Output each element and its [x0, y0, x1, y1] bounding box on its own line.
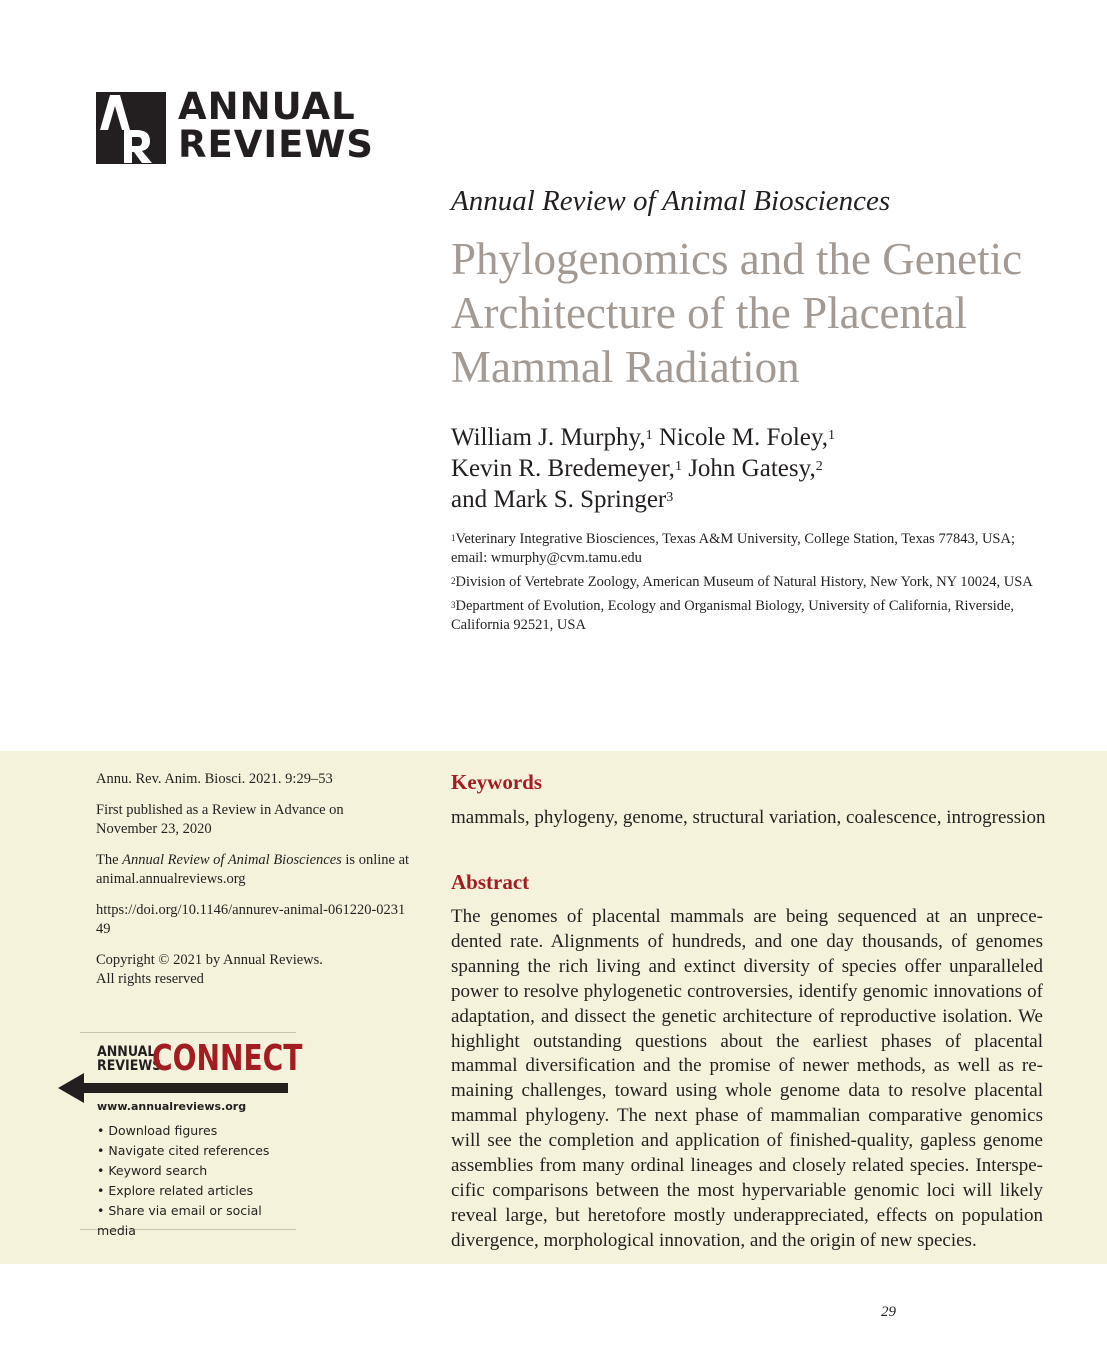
connect-small-line1: ANNUAL: [97, 1044, 156, 1060]
affiliations: [451, 530, 1051, 640]
article-metadata: [96, 770, 416, 989]
connect-title: CONNECT: [152, 1038, 303, 1079]
connect-feature-item: • Download figures: [97, 1123, 218, 1138]
author-affil-mark: 2: [815, 459, 823, 474]
author-line: [451, 453, 1091, 484]
author-affil-mark: 1: [645, 428, 653, 443]
page-number: 29: [881, 1304, 896, 1320]
author-name[interactable]: Nicole M. Foley,: [658, 424, 829, 451]
online-note-journal: Annual Review of Animal Biosciences: [122, 852, 342, 868]
author-line: [451, 422, 1091, 453]
citation: Annu. Rev. Anim. Biosci. 2021. 9:29–53: [96, 771, 333, 787]
connect-url[interactable]: www.annualreviews.org: [97, 1100, 247, 1113]
author-affil-mark: 1: [828, 428, 836, 443]
connect-feature-item: • Explore related articles: [97, 1183, 254, 1198]
annual-reviews-connect-box[interactable]: [80, 1032, 303, 1238]
connect-small-line2: REVIEWS: [97, 1058, 162, 1074]
first-published: First published as a Review in Advance on November 23, 2020: [96, 802, 344, 837]
connect-feature-item: • Share via email or social media: [97, 1203, 262, 1238]
keywords-list: mammals, phylogeny, genome, structural variation, coalescence, introgression: [451, 807, 1046, 828]
author-line: [451, 484, 1091, 515]
connect-feature-list: [97, 1121, 296, 1241]
affiliation-item: [451, 573, 1051, 592]
affiliation-number: 2: [451, 576, 456, 586]
annual-reviews-logo-mark-icon: [96, 92, 166, 164]
logo-line-reviews: REVIEWS: [178, 123, 374, 166]
author-name[interactable]: and Mark S. Springer: [451, 486, 667, 513]
logo-wordmark: [178, 85, 374, 166]
affiliation-text: Division of Vertebrate Zoology, American Museum of Natural History, New York, NY 10024, USA: [455, 574, 1033, 590]
online-note: [96, 851, 416, 889]
rights-line: All rights reserved: [96, 971, 204, 987]
online-note-pre: The: [96, 852, 123, 868]
author-name[interactable]: Kevin R. Bredemeyer,: [451, 455, 675, 482]
doi-link[interactable]: https://doi.org/10.1146/annurev-animal-061220-023149: [96, 902, 406, 937]
connect-feature-item: • Navigate cited references: [97, 1143, 270, 1158]
article-title: Phylogenomics and the Genetic Architecture of the Placental Mammal Radiation: [451, 234, 1023, 392]
copyright-line: Copyright © 2021 by Annual Reviews.: [96, 952, 323, 968]
affiliation-text: Veterinary Integrative Biosciences, Texas A&M University, College Station, Texas 77843, USA; email: wmurphy@cvm.tamu.edu: [451, 531, 1015, 566]
author-name[interactable]: John Gatesy,: [688, 455, 816, 482]
abstract-heading: Abstract: [451, 870, 530, 894]
online-note-post: is online at animal.annualreviews.org: [96, 852, 410, 887]
annual-reviews-logo[interactable]: [96, 85, 376, 166]
logo-line-annual: ANNUAL: [178, 85, 356, 128]
author-list: [451, 422, 1091, 515]
affiliation-text: Department of Evolution, Ecology and Organismal Biology, University of California, Riverside, California 92521, USA: [451, 598, 1015, 633]
author-affil-mark: 1: [674, 459, 682, 474]
connect-feature-item: • Keyword search: [97, 1163, 208, 1178]
arrow-left-icon: [58, 1073, 290, 1103]
journal-name: Annual Review of Animal Biosciences: [451, 185, 891, 217]
affiliation-item: [451, 530, 1051, 568]
author-name[interactable]: William J. Murphy,: [451, 424, 646, 451]
abstract-text: The genomes of placental mammals are being sequenced at an unprece-dented rate. Alignments of hundreds, and one day thousands, of genomes spanning the rich living and extinct diversity of species offer unparalleled power to resolve phylogenetic controversies, identify genomic innovations of adaptation, and dissect the genetic architecture of reproductive isolation. We highlight outstanding questions about the earliest phases of placental mammal diversification and the promise of newer methods, as well as re-maining challenges, toward using whole genome data to resolve placental mammal phylogeny. The next phase of mammalian comparative genomics will see the completion and application of finished-quality, gapless genome assemblies from many ordinal lineages and closely related species. Interspe-cific comparisons between the most hypervariable genomic loci will likely reveal large, but heretofore mostly underappreciated, effects on population divergence, morphological innovation, and the origin of new species.: [451, 906, 1043, 1251]
keywords-heading: Keywords: [451, 770, 542, 794]
affiliation-item: [451, 597, 1051, 635]
author-affil-mark: 3: [666, 490, 674, 505]
affiliation-number: 3: [451, 600, 456, 610]
copyright: [96, 951, 416, 989]
affiliation-number: 1: [451, 533, 456, 543]
